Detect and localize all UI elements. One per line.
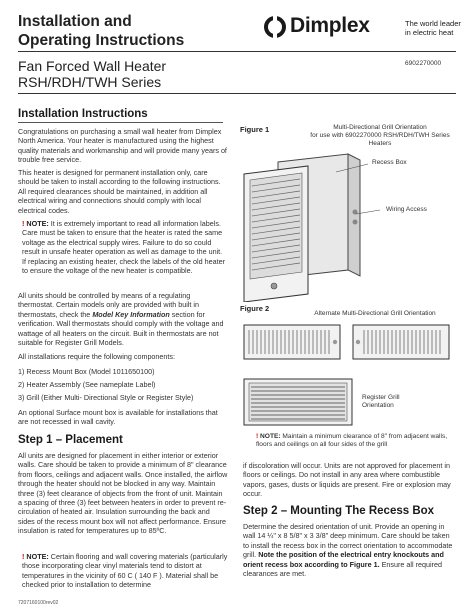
footer-code: 7207160100rev02 <box>18 600 59 606</box>
title-line-1: Installation and <box>18 13 132 30</box>
note-text: Certain flooring and wall covering materials (particularly those incorporating clear vinyl materials tend to distort at temperatures in the vicinity of 60 C ( 140 F ). Material shall be checked prior to installation to determine <box>22 552 228 590</box>
warning-icon: ! <box>256 433 259 440</box>
placement-paragraph: All units are designed for placement in either interior or exterior walls. Care should be taken to provide a minimum of 8" clearance from floors, ceilings and adjacent walls. Once installed, the airflow through the heater should not be blocked in any way. Maintain three (3) feet clearance of objects from the front of unit. Maintain a spacing of three (3) feet between heaters in order to prevent re-circulation of heated air. Insulation surrounding the back and sides of the recess mount box will not affect performance. Ensure insulation is rated for temperatures up to 85ºC. <box>18 451 228 536</box>
components-intro: All installations require the following components: <box>18 352 176 361</box>
component-item-2: 2) Heater Assembly (See nameplate Label) <box>18 380 156 389</box>
intro-paragraph: Congratulations on purchasing a small wall heater from Dimplex North America. Your heater is manufactured using the highest quality materials and workmanship and will provide many years of trouble free service. <box>18 127 227 165</box>
model-key-reference: Model Key Information <box>92 309 170 319</box>
installation-heading-rule <box>18 122 223 123</box>
document-number: 6902270000 <box>405 60 442 67</box>
component-item-3: 3) Grill (Either Multi- Directional Style or Register Style) <box>18 393 194 402</box>
figure-1-label: Figure 1 <box>240 125 270 134</box>
subtitle-divider <box>18 93 456 94</box>
grill-horizontal-left <box>243 324 343 362</box>
component-item-1: 1) Recess Mount Box (Model 1011650100) <box>18 367 155 376</box>
recess-box-callout: Recess Box <box>372 159 407 166</box>
brand-tagline: The world leader in electric heat <box>405 19 461 37</box>
step2-heading: Step 2 – Mounting The Recess Box <box>243 505 435 517</box>
surface-mount-paragraph: An optional Surface mount box is available for installations that are not recessed in wall cavity. <box>18 408 218 427</box>
figure-2-caption: Alternate Multi-Directional Grill Orientation <box>314 310 436 317</box>
figure-1-heater-drawing <box>238 152 408 302</box>
title-line-2: Operating Instructions <box>18 32 185 49</box>
note-label: NOTE: <box>260 433 281 440</box>
step1-heading: Step 1 – Placement <box>18 434 123 446</box>
wiring-access-callout: Wiring Access <box>386 206 427 213</box>
warning-icon: ! <box>22 219 25 228</box>
voltage-note <box>22 219 228 275</box>
note-label: NOTE: <box>26 552 49 561</box>
header-divider <box>18 51 456 52</box>
warning-icon: ! <box>22 552 25 561</box>
register-grill-callout: Register Grill Orientation <box>362 394 400 409</box>
product-subtitle <box>18 58 278 90</box>
note-label: NOTE: <box>26 219 49 228</box>
register-grill-drawing <box>243 378 355 428</box>
clearance-note <box>256 433 456 449</box>
figure-2-label: Figure 2 <box>240 304 270 313</box>
note-text: It is extremely important to read all information labels. Care must be taken to ensure that the heater is rated the same voltage as the electrical supply wires. Failure to do so could result in unsafe heater operation as well as damage to the unit. If replacing an existing heater, check the labels of the old heater to ensure the voltage of the new heater is compatible. <box>22 219 225 276</box>
figure-1-caption: Multi-Directional Grill Orientation for use with 6902270000 RSH/RDH/TWH Series Heaters <box>310 124 450 148</box>
grill-horizontal-right <box>352 324 452 362</box>
subtitle-line-1: Fan Forced Wall Heater <box>18 58 167 74</box>
subtitle-line-2: RSH/RDH/TWH Series <box>18 74 162 90</box>
discoloration-paragraph: if discoloration will occur. Units are not approved for placement in floors or ceilings. Do not install in any area where combustible vapors, gases, dusts or liquids are present. Fire or explosion may occur. <box>243 461 451 499</box>
document-title <box>18 12 218 50</box>
flooring-note <box>22 552 228 590</box>
thermostat-paragraph: All units should be controlled by means of a regulating thermostat. Certain models only are provided with built in thermostats, check the Model Key Information section for verification. Wall thermostats should comply with the voltage and wattage of all heaters on the circuit. Built in thermostats are not suitable for Register Grill Models. <box>18 291 224 348</box>
recess-box-paragraph: Determine the desired orientation of unit. Provide an opening in wall 14 ¼" x 8 5/8" x 3 3/8" deep minimum. Care should be taken to install the recess box in the correct orientation to accommodate grill. Note the position of the electrical entry knockouts and orient recess box according to Figure 1. Ensure all required clearances are met. <box>243 522 453 579</box>
note-text: Maintain a minimum clearance of 8" from adjacent walls, floors and ceilings on all four sides of the grill <box>256 433 448 449</box>
design-paragraph: This heater is designed for permanent installation only, care should be taken to install according to the following instructions. All required clearances should be maintained, in addition all electrical wiring and connections should comply with local electrical codes. <box>18 168 221 215</box>
dimplex-logo-icon <box>262 16 288 38</box>
brand-name: Dimplex <box>290 14 370 37</box>
installation-heading: Installation Instructions <box>18 108 148 120</box>
